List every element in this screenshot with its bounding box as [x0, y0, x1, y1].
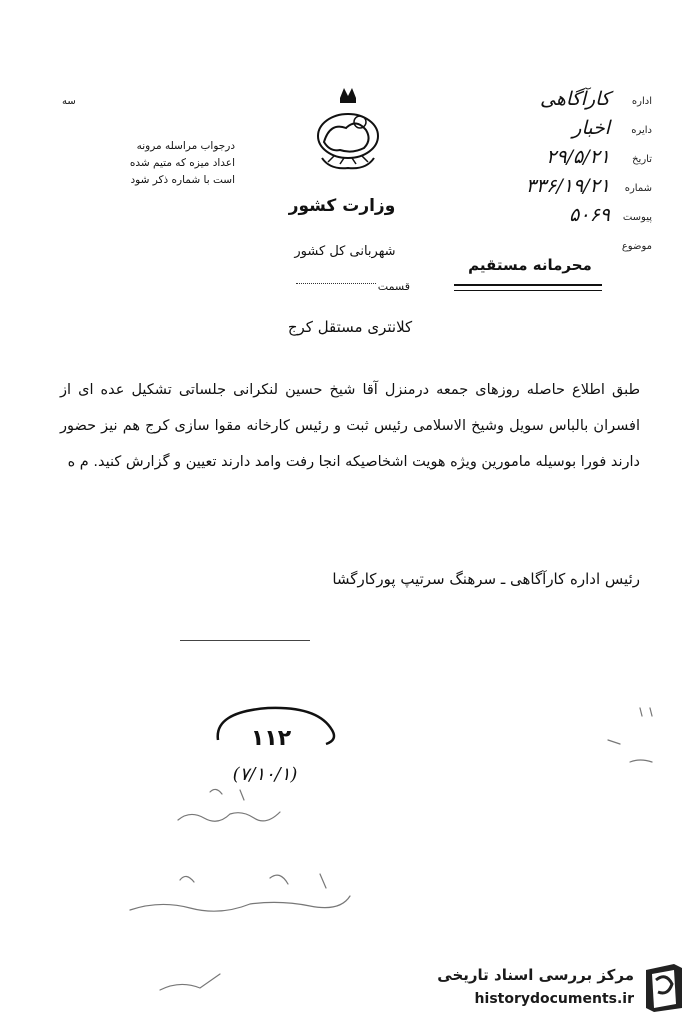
- reply-instruction-note: [50, 138, 235, 189]
- note-line: است با شماره ذکر شود: [130, 174, 235, 186]
- section-label: قسمت: [377, 280, 410, 293]
- header-mark: سه: [62, 96, 76, 107]
- meta-row-attachment: [472, 204, 652, 233]
- ministry-name: وزارت کشور: [288, 196, 396, 216]
- meta-key: تاریخ: [632, 154, 652, 165]
- separator-rule: [180, 640, 310, 641]
- meta-row-office: [472, 88, 652, 117]
- meta-value: اخبار: [572, 117, 610, 139]
- classification-label: محرمانه مستقیم: [468, 256, 592, 274]
- note-line: اعداد میزه که متیم شده: [129, 157, 235, 169]
- department-name: شهربانی کل کشور: [294, 244, 396, 259]
- letter-body: طبق اطلاع حاصله روزهای جمعه درمنزل آقا شیخ حسین لنکرانی جلساتی تشکیل عده ای از افسران بالباس سویل وشیخ الاسلامی رئیس ثبت و رئیس کارخانه مقوا سازی کرج هم نیز حضور دارند فورا بوسیله مامورین ویژه هویت اشخاصیکه انجا رفت وامد دارند تعیین و گزارش کنید. م ه: [60, 382, 640, 470]
- faint-handwriting: [150, 960, 230, 1000]
- meta-key: شماره: [624, 183, 652, 194]
- lion-and-sun-emblem-icon: [300, 84, 396, 180]
- meta-row-date: [472, 146, 652, 175]
- meta-value: ۳۳۶/۱۹/۲۱: [525, 175, 610, 197]
- faint-handwriting: [600, 700, 660, 770]
- watermark-title: مرکز بررسی اسناد تاریخی: [437, 966, 634, 984]
- meta-key: موضوع: [621, 241, 652, 252]
- letter-metadata: [472, 88, 652, 262]
- meta-value: ۲۹/۵/۲۱: [546, 146, 610, 168]
- meta-key: اداره: [631, 96, 652, 107]
- meta-key: دایره: [631, 125, 652, 136]
- faint-handwriting: [170, 780, 290, 830]
- section-dotted-line: [296, 283, 376, 284]
- archive-logo-icon: [640, 962, 688, 1014]
- meta-value: کارآگاهی: [540, 88, 610, 110]
- meta-row-circle: [472, 117, 652, 146]
- note-line: درجواب مراسله مرونه: [136, 140, 235, 152]
- stamp-date: (۷/۱۰/۱): [232, 764, 298, 785]
- signature-line: رئیس اداره کارآگاهی ـ سرهنگ سرتیپ پورکارگشا: [332, 570, 640, 588]
- watermark-url: historydocuments.ir: [474, 991, 634, 1007]
- stamp-number: ۱۱۲: [250, 726, 292, 751]
- classification-underline: [454, 290, 602, 291]
- meta-value: ۵۰۶۹: [569, 204, 610, 226]
- meta-row-number: [472, 175, 652, 204]
- meta-key: پیوست: [622, 212, 652, 223]
- faint-handwriting: [120, 860, 360, 930]
- addressee: کلانتری مستقل کرج: [287, 318, 413, 336]
- classification-underline: [454, 284, 602, 286]
